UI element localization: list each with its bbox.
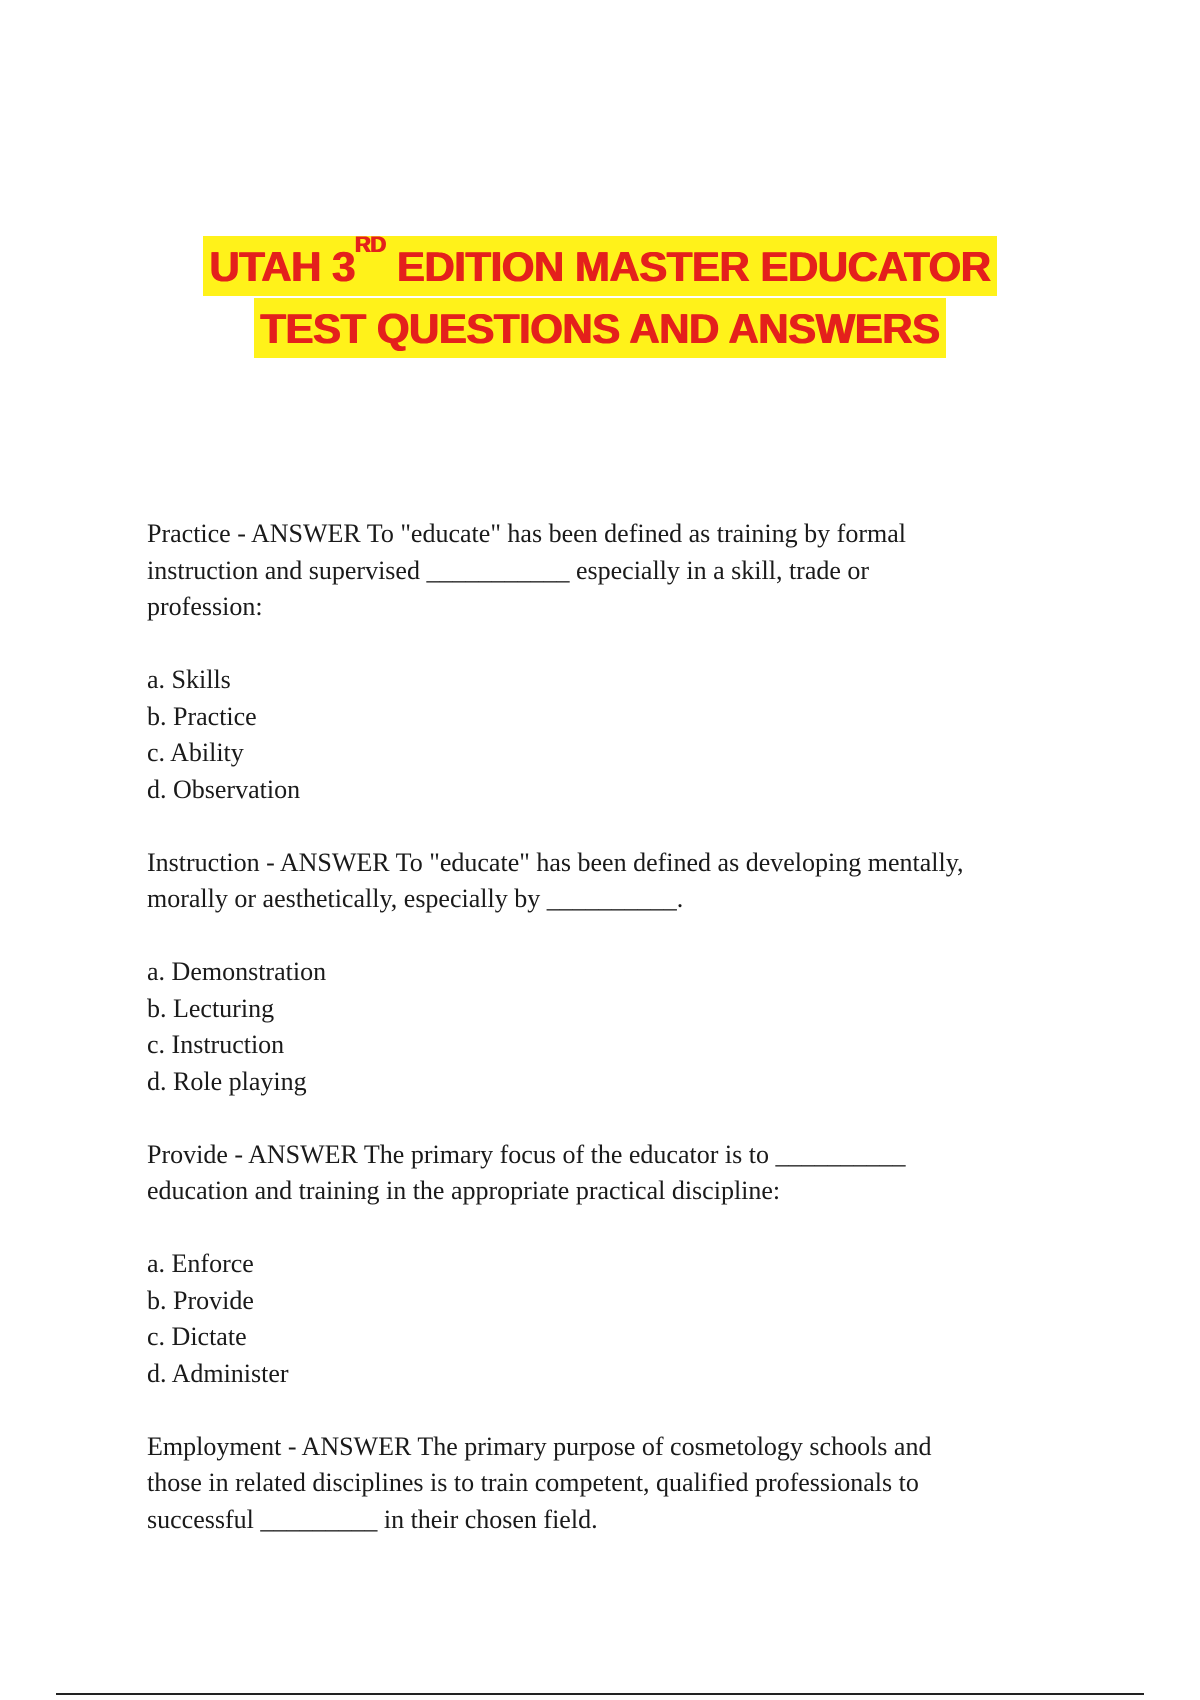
title-line-2: TEST QUESTIONS AND ANSWERS <box>254 298 945 358</box>
question-block <box>147 516 1067 808</box>
answer-option: b. Lecturing <box>147 993 275 1023</box>
question-line: Instruction - ANSWER To "educate" has been defined as developing mentally, <box>147 847 964 877</box>
answer-option: a. Demonstration <box>147 957 327 986</box>
questions-list <box>147 516 1067 1575</box>
answer-option: d. Role playing <box>147 1066 307 1096</box>
title-superscript: RD <box>354 232 386 257</box>
answer-option: d. Observation <box>147 774 301 804</box>
answer-options <box>147 954 1067 1100</box>
question-line: successful _________ in their chosen field. <box>147 1504 598 1534</box>
question-line: profession: <box>147 592 263 621</box>
answer-option: a. Skills <box>147 665 231 694</box>
question-line: Provide - ANSWER The primary focus of the educator is to __________ <box>147 1139 906 1169</box>
question-line: education and training in the appropriate practical discipline: <box>147 1176 781 1205</box>
document-title <box>0 232 1200 360</box>
answer-options <box>147 1246 1067 1392</box>
question-line: those in related disciplines is to train competent, qualified professionals to <box>147 1468 919 1497</box>
answer-option: c. Ability <box>147 738 244 767</box>
question-text <box>147 1137 1067 1210</box>
title-line-1-main: UTAH 3 <box>209 243 355 290</box>
question-text <box>147 516 1067 626</box>
answer-options <box>147 662 1067 808</box>
question-block <box>147 1429 1067 1539</box>
question-text <box>147 845 1067 918</box>
question-line: morally or aesthetically, especially by __________. <box>147 884 684 913</box>
title-line-1-rest: EDITION MASTER EDUCATOR <box>385 243 991 290</box>
question-line: Employment - ANSWER The primary purpose of cosmetology schools and <box>147 1431 932 1461</box>
answer-option: c. Instruction <box>147 1030 285 1059</box>
answer-option: a. Enforce <box>147 1249 254 1278</box>
answer-option: b. Practice <box>147 701 257 731</box>
answer-option: b. Provide <box>147 1285 254 1315</box>
question-line: Practice - ANSWER To "educate" has been defined as training by formal <box>147 519 906 548</box>
answer-option: d. Administer <box>147 1358 289 1388</box>
question-block <box>147 845 1067 1101</box>
answer-option: c. Dictate <box>147 1322 247 1351</box>
question-line: instruction and supervised ___________ especially in a skill, trade or <box>147 555 870 585</box>
question-block <box>147 1137 1067 1393</box>
page-bottom-divider <box>56 1693 1144 1695</box>
title-line-1 <box>203 232 996 296</box>
question-text <box>147 1429 1067 1539</box>
